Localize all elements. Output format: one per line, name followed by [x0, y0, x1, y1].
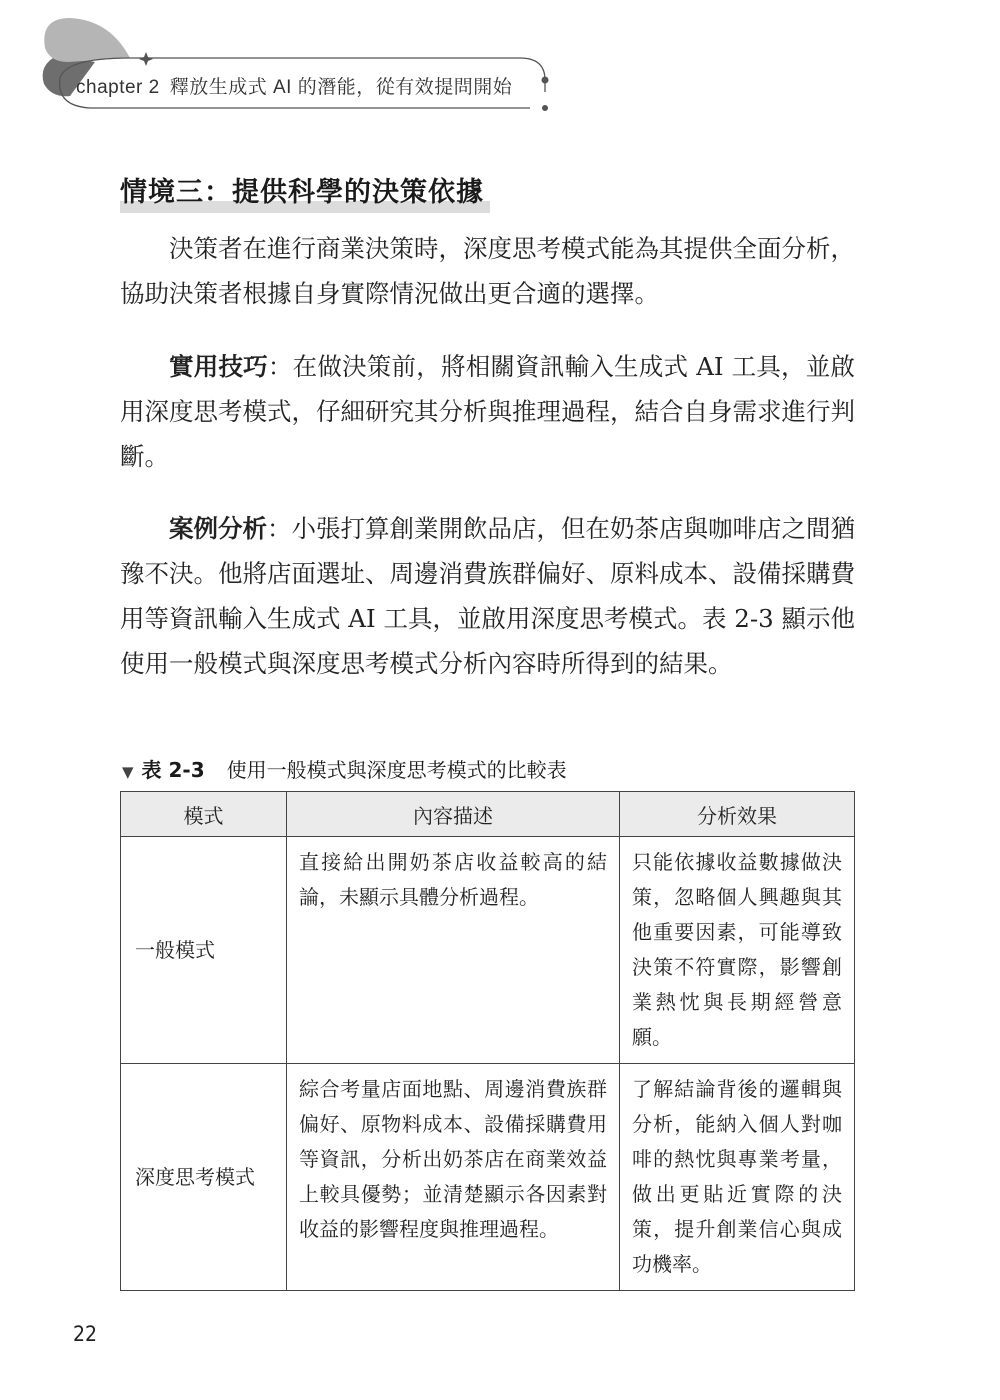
- comparison-table: [120, 791, 855, 1291]
- header-description: 內容描述: [287, 792, 620, 837]
- table-caption-text: 使用一般模式與深度思考模式的比較表: [226, 758, 567, 782]
- paragraph-intro: 決策者在進行商業決策時，深度思考模式能為其提供全面分析，協助決策者根據自身實際情況做出更合適的選擇。: [120, 234, 855, 308]
- chapter-label: [76, 72, 512, 99]
- header-mode: 模式: [121, 792, 287, 837]
- chapter-title: 釋放生成式 AI 的潛能，從有效提問開始: [169, 77, 513, 98]
- table-number: 表 2-3: [141, 758, 205, 782]
- triangle-down-icon: ▼: [122, 763, 134, 781]
- sparkle-icon: [139, 52, 153, 66]
- case-label: 案例分析: [169, 514, 267, 543]
- header-dot: [542, 77, 549, 84]
- table-header-row: [121, 792, 855, 837]
- cell-effect: 了解結論背後的邏輯與分析，能納入個人對咖啡的熱忱與專業考量，做出更貼近實際的決策，提升創業信心與成功機率。: [620, 1064, 855, 1291]
- header-tab-light: [44, 18, 130, 62]
- paragraph-tips: [120, 344, 855, 479]
- section-title: [120, 170, 484, 209]
- tips-label: 實用技巧: [169, 352, 268, 381]
- cell-effect: 只能依據收益數據做決策，忽略個人興趣與其他重要因素，可能導致決策不符實際，影響創業熱忱與長期經營意願。: [620, 837, 855, 1064]
- table-row: [121, 1064, 855, 1291]
- tips-text: ：在做決策前，將相關資訊輸入生成式 AI 工具，並啟用深度思考模式，仔細研究其分析與推理過程，結合自身需求進行判斷。: [120, 352, 856, 471]
- cell-description: 綜合考量店面地點、周邊消費族群偏好、原物料成本、設備採購費用等資訊，分析出奶茶店在商業效益上較具優勢；並清楚顯示各因素對收益的影響程度與推理過程。: [287, 1064, 620, 1291]
- paragraph-case: [120, 506, 855, 686]
- header-effect: 分析效果: [620, 792, 855, 837]
- cell-mode: 一般模式: [121, 837, 287, 1064]
- table-caption: [122, 754, 567, 783]
- case-text: ：小張打算創業開飲品店，但在奶茶店與咖啡店之間猶豫不決。他將店面選址、周邊消費族群偏好、原料成本、設備採購費用等資訊輸入生成式 AI 工具，並啟用深度思考模式。表 2-3 顯示他使用一般模式與深度思考模式分析內容時所得到的結果。: [120, 514, 855, 678]
- header-dot: [542, 105, 548, 111]
- chapter-number: chapter 2: [76, 77, 160, 98]
- cell-description: 直接給出開奶茶店收益較高的結論，未顯示具體分析過程。: [287, 837, 620, 1064]
- header-decoration: [0, 0, 1000, 130]
- section-title-text: 情境三：提供科學的決策依據: [120, 177, 484, 208]
- table-row: [121, 837, 855, 1064]
- page-number: 22: [73, 1322, 98, 1346]
- cell-mode: 深度思考模式: [121, 1064, 287, 1291]
- chapter-header: [0, 0, 1000, 130]
